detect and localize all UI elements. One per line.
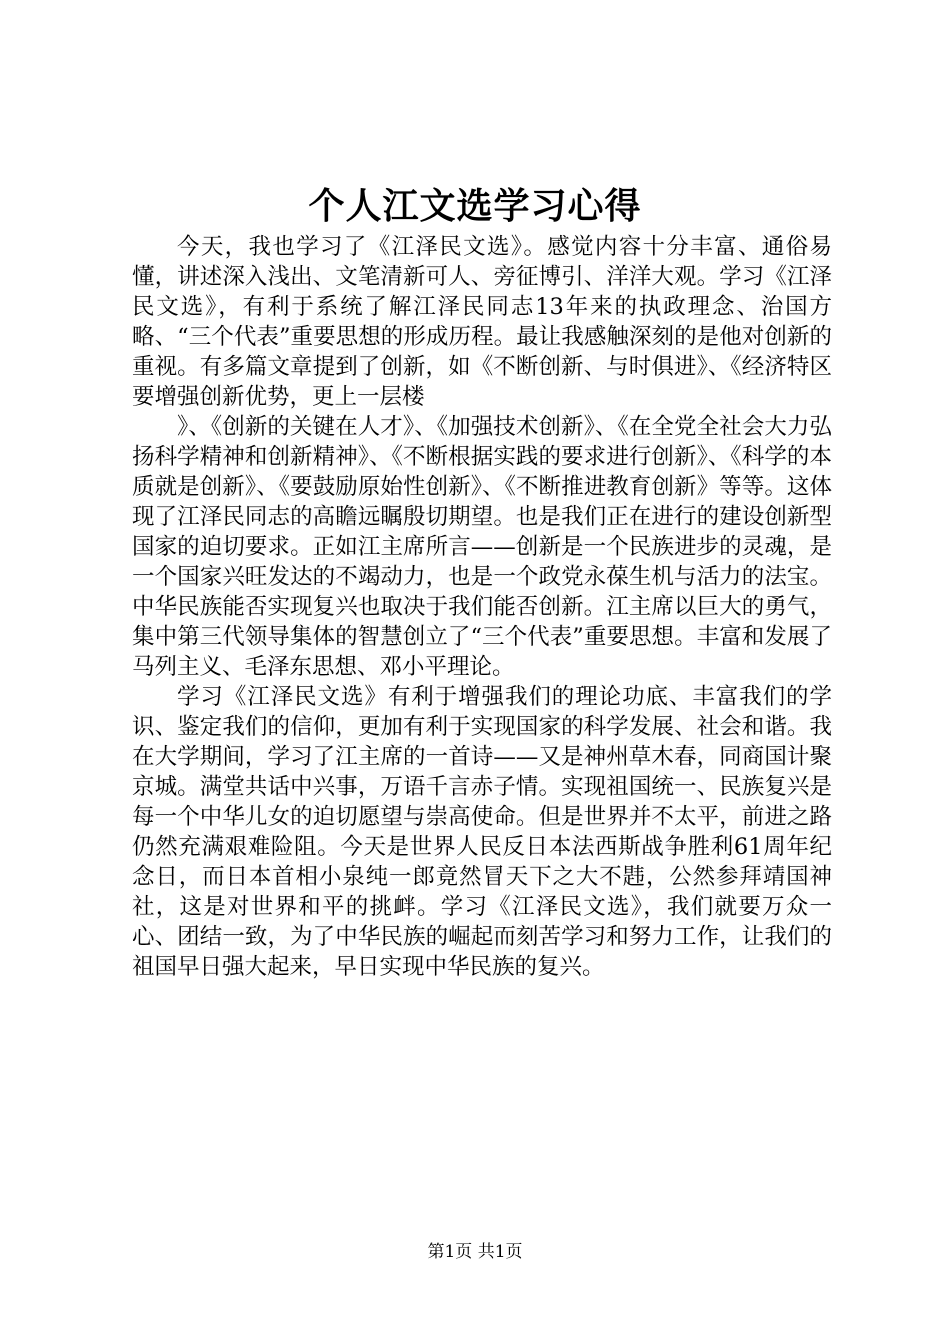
document-title: 个人江文选学习心得 [308, 185, 642, 227]
paragraph-2: 》、《创新的关键在人才》、《加强技术创新》、《在全党全社会大力弘扬科学精神和创新精神》、《不断根据实践的要求进行创新》、《科学的本质就是创新》、《要鼓励原始性创新》、《不断推进教育创新》等等。这体现了江泽民同志的高瞻远瞩殷切期望。也是我们正在进行的建设创新型国家的迫切要求。正如江主席所言——创新是一个民族进步的灵魂，是一个国家兴旺发达的不竭动力，也是一个政党永葆生机与活力的法宝。中华民族能否实现复兴也取决于我们能否创新。江主席以巨大的勇气，集中第三代领导集体的智慧创立了“三个代表”重要思想。丰富和发展了马列主义、毛泽东思想、邓小平理论。 [132, 414, 832, 680]
document-body [132, 232, 832, 982]
paragraph-1: 今天，我也学习了《江泽民文选》。感觉内容十分丰富、通俗易懂，讲述深入浅出、文笔清新可人、旁征博引、洋洋大观。学习《江泽民文选》，有利于系统了解江泽民同志13年来的执政理念、治国方略、“三个代表”重要思想的形成历程。最让我感触深刻的是他对创新的重视。有多篇文章提到了创新，如《不断创新、与时俱进》、《经济特区要增强创新优势，更上一层楼 [132, 234, 832, 410]
page-footer: 第1页 共1页 [427, 1242, 523, 1262]
paragraph-3: 学习《江泽民文选》有利于增强我们的理论功底、丰富我们的学识、鉴定我们的信仰，更加有利于实现国家的科学发展、社会和谐。我在大学期间，学习了江主席的一首诗——又是神州草木春，同商国计聚京城。满堂共话中兴事，万语千言赤子情。实现祖国统一、民族复兴是每一个中华儿女的迫切愿望与崇高使命。但是世界并不太平，前进之路仍然充满艰难险阻。今天是世界人民反日本法西斯战争胜利61周年纪念日，而日本首相小泉纯一郎竟然冒天下之大不韪，公然参拜靖国神社，这是对世界和平的挑衅。学习《江泽民文选》，我们就要万众一心、团结一致，为了中华民族的崛起而刻苦学习和努力工作，让我们的祖国早日强大起来，早日实现中华民族的复兴。 [132, 684, 832, 980]
